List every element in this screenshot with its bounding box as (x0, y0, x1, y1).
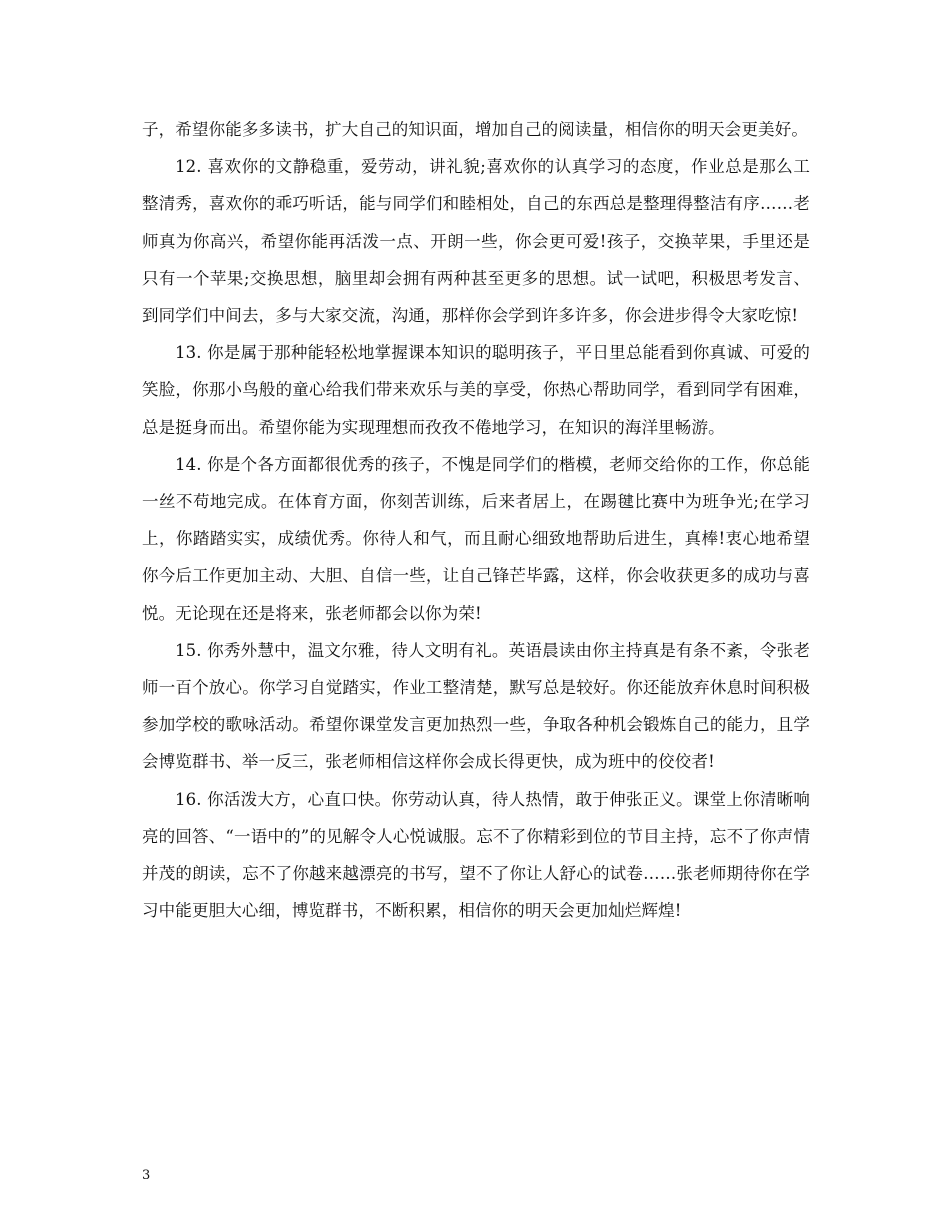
comment-paragraph-16: 16. 你活泼大方，心直口快。你劳动认真，待人热情，敢于伸张正义。课堂上你清晰响亮的回答、“一语中的”的见解令人心悦诚服。忘不了你精彩到位的节目主持，忘不了你声情并茂的朗读，忘不了你越来越漂亮的书写，望不了你让人舒心的试卷……张老师期待你在学习中能更胆大心细，博览群书，不断积累，相信你的明天会更加灿烂辉煌! (142, 789, 810, 921)
comment-paragraph-15: 15. 你秀外慧中，温文尔雅，待人文明有礼。英语晨读由你主持真是有条不紊，令张老师一百个放心。你学习自觉踏实，作业工整清楚，默写总是较好。你还能放弃休息时间积极参加学校的歌咏活动。希望你课堂发言更加热烈一些，争取各种机会锻炼自己的能力，且学会博览群书、举一反三，张老师相信这样你会成长得更快，成为班中的佼佼者! (142, 640, 810, 772)
body-text (142, 111, 810, 929)
comment-paragraph-13: 13. 你是属于那种能轻松地掌握课本知识的聪明孩子，平日里总能看到你真诚、可爱的笑脸，你那小鸟般的童心给我们带来欢乐与美的享受，你热心帮助同学，看到同学有困难，总是挺身而出。希望你能为实现理想而孜孜不倦地学习，在知识的海洋里畅游。 (142, 343, 810, 437)
paragraph-continuation: 子，希望你能多多读书，扩大自己的知识面，增加自己的阅读量，相信你的明天会更美好。 (142, 120, 808, 139)
page-number: 3 (142, 1168, 151, 1183)
comment-paragraph-14: 14. 你是个各方面都很优秀的孩子，不愧是同学们的楷模，老师交给你的工作，你总能一丝不苟地完成。在体育方面，你刻苦训练，后来者居上，在踢毽比赛中为班争光;在学习上，你踏踏实实，成绩优秀。你待人和气，而且耐心细致地帮助后进生，真棒!衷心地希望你今后工作更加主动、大胆、自信一些，让自己锋芒毕露，这样，你会收获更多的成功与喜悦。无论现在还是将来，张老师都会以你为荣! (142, 454, 810, 623)
comment-paragraph-12: 12. 喜欢你的文静稳重，爱劳动，讲礼貌;喜欢你的认真学习的态度，作业总是那么工整清秀，喜欢你的乖巧听话，能与同学们和睦相处，自己的东西总是整理得整洁有序……老师真为你高兴，希望你能再活泼一点、开朗一些，你会更可爱!孩子，交换苹果，手里还是只有一个苹果;交换思想，脑里却会拥有两种甚至更多的思想。试一试吧，积极思考发言、到同学们中间去，多与大家交流，沟通，那样你会学到许多许多，你会进步得令大家吃惊! (142, 157, 810, 326)
